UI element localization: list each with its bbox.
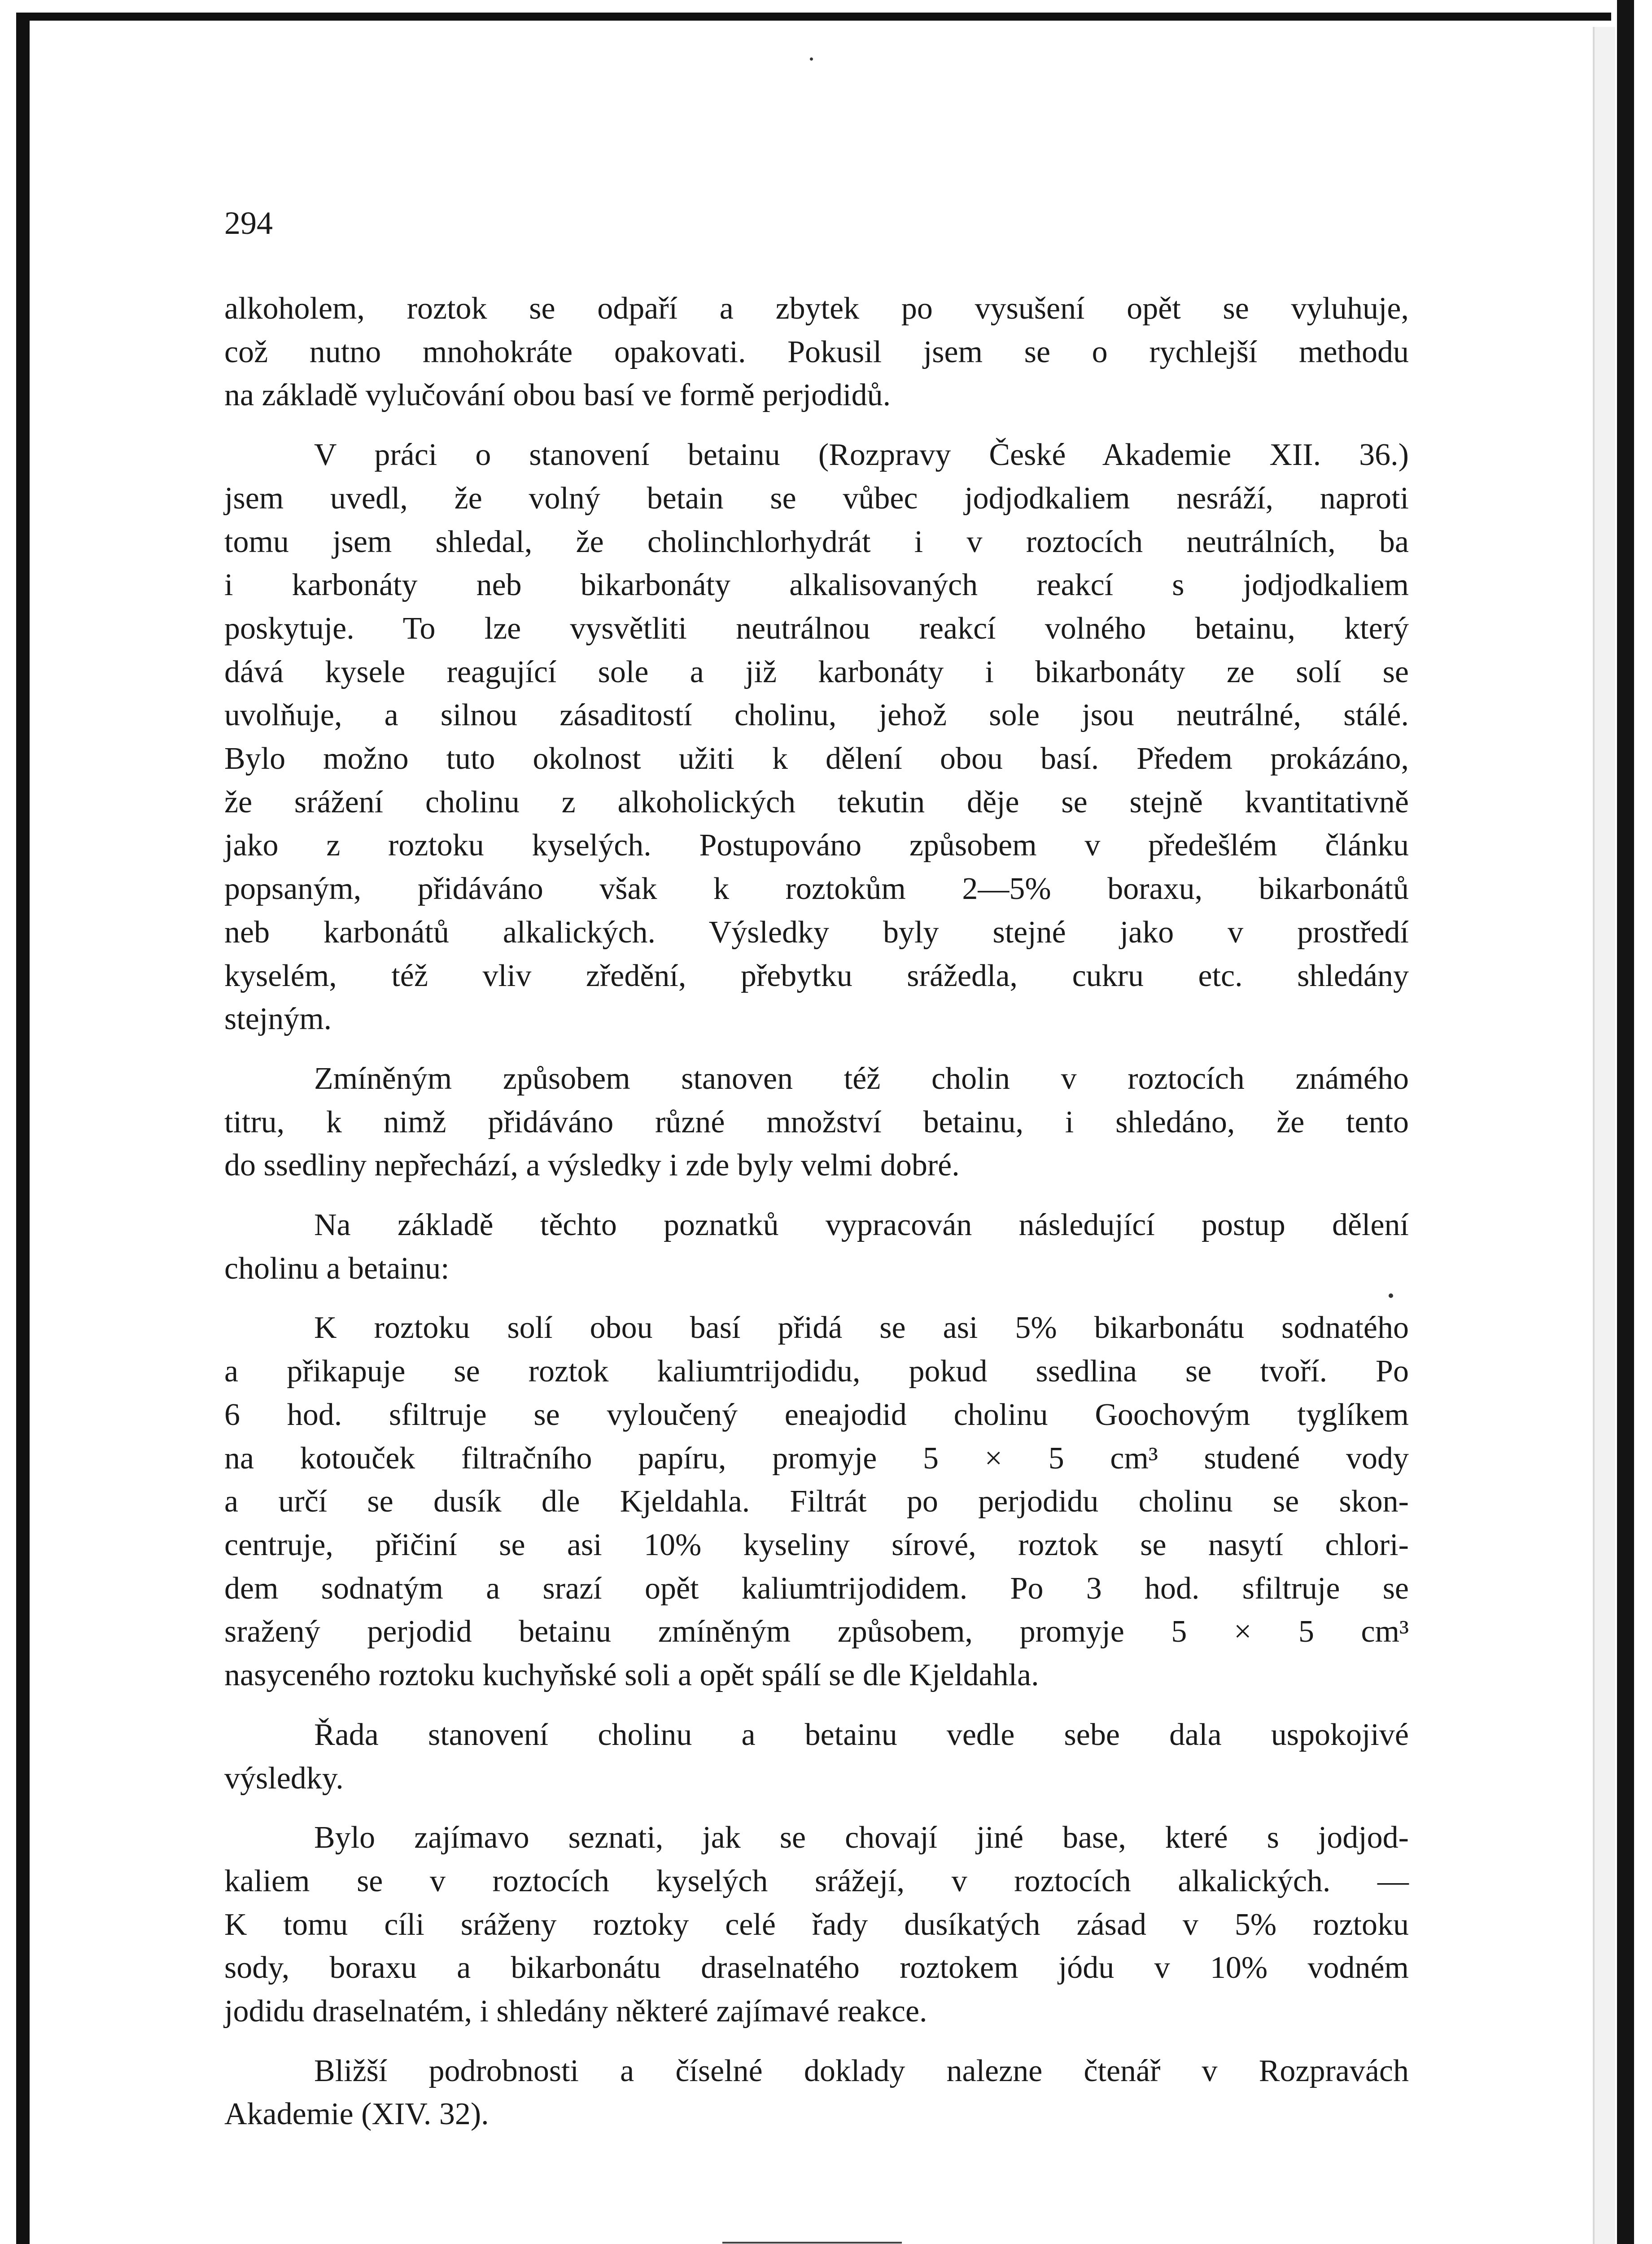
text-line: i karbonáty neb bikarbonáty alkalisovaných reakcí s jodjodkaliem: [224, 568, 1409, 603]
text-line: dem sodnatým a srazí opět kaliumtrijodidem. Po 3 hod. sfiltruje se: [224, 1571, 1409, 1606]
text-line: stejným.: [224, 1002, 332, 1037]
page-edge-strip: [1593, 27, 1615, 2244]
paragraph-7: [224, 1816, 1409, 2034]
text-line: titru, k nimž přidáváno různé množství betainu, i shledáno, že tento: [224, 1104, 1409, 1140]
text-line: a přikapuje se roztok kaliumtrijodidu, pokud ssedlina se tvoří. Po: [224, 1354, 1409, 1389]
text-line: sražený perjodid betainu zmíněným způsobem, promyje 5 × 5 cm³: [224, 1614, 1409, 1649]
paragraph-6: [224, 1714, 1409, 1800]
paragraph-8: [224, 2050, 1409, 2136]
text-line: centruje, přičiní se asi 10% kyseliny sírové, roztok se nasytí chlori-: [224, 1527, 1409, 1562]
scan-right-edge: [1617, 0, 1634, 2244]
text-line: jako z roztoku kyselých. Postupováno způsobem v předešlém článku: [224, 828, 1409, 863]
text-line: do ssedliny nepřechází, a výsledky i zde byly velmi dobré.: [224, 1148, 960, 1183]
text-line: sody, boraxu a bikarbonátu draselnatého roztokem jódu v 10% vodném: [224, 1950, 1409, 1985]
text-line: kyselém, též vliv zředění, přebytku srážedla, cukru etc. shledány: [224, 958, 1409, 993]
print-speck: [810, 57, 813, 61]
text-line: že srážení cholinu z alkoholických tekutin děje se stejně kvantitativně: [224, 785, 1409, 820]
paragraph-3: [224, 1057, 1409, 1188]
print-speck: [1389, 1293, 1393, 1298]
text-line: dává kysele reagující sole a již karbonáty i bikarbonáty ze solí se: [224, 654, 1409, 689]
paragraph-5: [224, 1306, 1409, 1697]
text-line: nasyceného roztoku kuchyňské soli a opět spálí se dle Kjeldahla.: [224, 1658, 1039, 1693]
text-line: K tomu cíli sráženy roztoky celé řady dusíkatých zásad v 5% roztoku: [224, 1907, 1409, 1942]
text-line: Řada stanovení cholinu a betainu vedle sebe dala uspokojivé: [314, 1717, 1409, 1752]
text-line: jodidu draselnatém, i shledány některé zajímavé reakce.: [224, 1994, 927, 2029]
text-line: alkoholem, roztok se odpaří a zbytek po vysušení opět se vyluhuje,: [224, 291, 1409, 326]
text-line: poskytuje. To lze vysvětliti neutrálnou reakcí volného betainu, který: [224, 611, 1409, 646]
page-number: 294: [224, 205, 273, 241]
paragraph-1: [224, 287, 1409, 417]
text-line: tomu jsem shledal, že cholinchlorhydrát i v roztocích neutrálních, ba: [224, 524, 1409, 559]
text-line: jsem uvedl, že volný betain se vůbec jodjodkaliem nesráží, naproti: [224, 481, 1409, 516]
text-line: cholinu a betainu:: [224, 1251, 450, 1286]
text-line: Bylo možno tuto okolnost užiti k dělení obou basí. Předem prokázáno,: [224, 741, 1409, 776]
end-rule: [722, 2242, 902, 2244]
text-line: uvolňuje, a silnou zásaditostí cholinu, jehož sole jsou neutrálné, stálé.: [224, 698, 1409, 733]
page-body: [224, 287, 1409, 2152]
text-line: neb karbonátů alkalických. Výsledky byly stejné jako v prostředí: [224, 915, 1409, 950]
text-line: K roztoku solí obou basí přidá se asi 5% bikarbonátu sodnatého: [314, 1310, 1409, 1346]
text-line: Zmíněným způsobem stanoven též cholin v roztocích známého: [314, 1061, 1409, 1096]
paragraph-2: [224, 434, 1409, 1041]
text-line: V práci o stanovení betainu (Rozpravy České Akademie XII. 36.): [314, 438, 1409, 473]
text-line: Bližší podrobnosti a číselné doklady nalezne čtenář v Rozpravách: [314, 2053, 1409, 2088]
text-line: 6 hod. sfiltruje se vyloučený eneajodid cholinu Goochovým tyglíkem: [224, 1397, 1409, 1432]
text-line: výsledky.: [224, 1761, 344, 1796]
text-line: což nutno mnohokráte opakovati. Pokusil jsem se o rychlejší methodu: [224, 334, 1409, 369]
text-line: Akademie (XIV. 32).: [224, 2097, 489, 2132]
text-line: Bylo zajímavo seznati, jak se chovají jiné base, které s jodjod-: [314, 1820, 1409, 1855]
text-line: na základě vylučování obou basí ve formě perjodidů.: [224, 378, 891, 413]
text-line: kaliem se v roztocích kyselých srážejí, v roztocích alkalických. —: [224, 1863, 1409, 1898]
text-line: Na základě těchto poznatků vypracován následující postup dělení: [314, 1208, 1409, 1243]
text-line: popsaným, přidáváno však k roztokům 2—5% boraxu, bikarbonátů: [224, 872, 1409, 907]
paragraph-4: [224, 1204, 1409, 1290]
text-line: a určí se dusík dle Kjeldahla. Filtrát po perjodidu cholinu se skon-: [224, 1484, 1409, 1519]
text-line: na kotouček filtračního papíru, promyje 5 × 5 cm³ studené vody: [224, 1441, 1409, 1476]
